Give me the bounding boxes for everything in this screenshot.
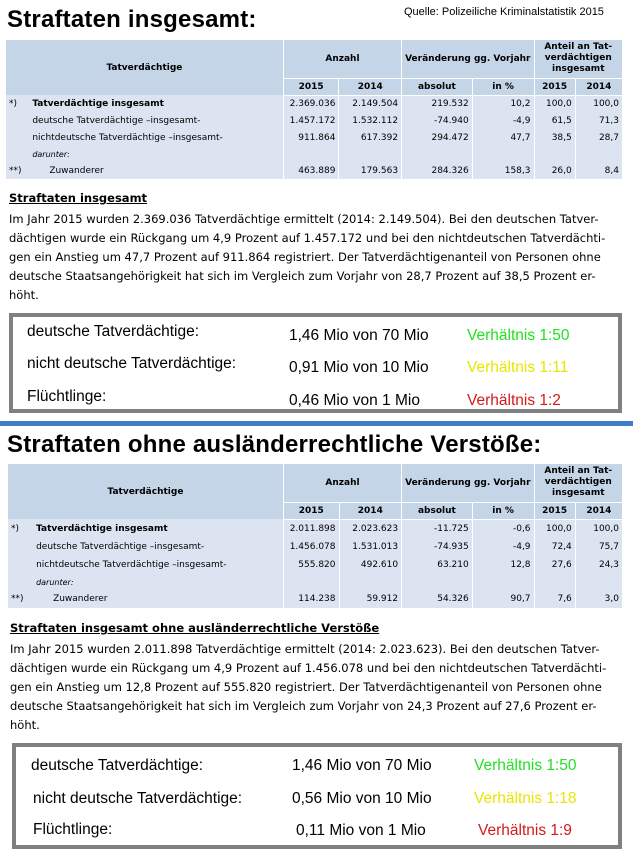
cell [534,146,575,162]
summary-ratio: Verhältnis 1:50 [467,327,570,344]
summary-label: deutsche Tatverdächtige: [31,757,204,774]
cell: 71,3 [575,112,622,129]
cell [283,146,339,162]
row-mark [6,129,29,146]
cell: 179.563 [339,162,402,179]
cell: 284.326 [402,162,473,179]
cell: 555.820 [283,556,339,574]
subheader: absolut [402,78,473,95]
cell: 26,0 [534,162,575,179]
summary-ratio: Verhältnis 1:2 [467,392,561,409]
cell: 90,7 [472,590,534,608]
paragraph-line: höht. [9,288,39,302]
header-change: Veränderung gg. Vorjahr [402,40,534,78]
section1-paragraph [9,210,605,305]
subheader: 2014 [339,502,402,519]
cell: 1.532.112 [339,112,402,129]
table-row [8,519,622,538]
paragraph-line: dächtigen wurde ein Rückgang um 4,9 Prozent auf 1.456.078 und bei den nichtdeutschen Tatverdächti- [10,661,607,675]
subheader: 2015 [534,78,575,95]
row-mark [6,112,29,129]
row-mark: **) [9,165,22,176]
row-label: nichtdeutsche Tatverdächtige –insgesamt- [32,132,223,143]
row-mark [8,574,33,590]
cell: 1.457.172 [283,112,339,129]
section2-table [8,464,622,608]
header-share: Anteil an Tat-verdächtigen insgesamt [534,464,622,502]
summary-label: deutsche Tatverdächtige: [27,323,200,340]
cell: 1.531.013 [339,538,402,556]
summary-ratio: Verhältnis 1:9 [478,822,572,839]
summary-value: 0,11 Mio von 1 Mio [296,822,426,839]
table-row [6,95,622,112]
section1-summary-box [9,313,622,413]
summary-value: 0,46 Mio von 1 Mio [289,392,420,409]
section2-title: Straftaten ohne ausländerrechtliche Verstöße: [7,431,542,458]
row-mark: *) [9,98,18,109]
cell: -74.940 [402,112,473,129]
cell [472,574,534,590]
cell: 2.149.504 [339,95,402,112]
summary-label: Flüchtlinge: [27,388,107,405]
summary-value: 1,46 Mio von 70 Mio [289,327,429,344]
table-row [8,590,622,608]
cell: 100,0 [534,95,575,112]
subheader: 2014 [575,78,622,95]
header-count: Anzahl [283,464,401,502]
cell: -11.725 [402,519,473,538]
cell: 100,0 [575,519,622,538]
section2-summary-box [12,743,622,849]
table-row [8,574,622,590]
cell: 54.326 [402,590,473,608]
row-label: Zuwanderer [53,594,108,604]
cell: 100,0 [575,95,622,112]
cell: 8,4 [575,162,622,179]
cell: 911.864 [283,129,339,146]
paragraph-line: Im Jahr 2015 wurden 2.369.036 Tatverdächtige ermittelt (2014: 2.149.504). Bei den deutschen Tatver- [9,212,599,226]
row-label: Tatverdächtige insgesamt [36,523,168,534]
paragraph-line: deutsche Staatsangehörigkeit hat sich im Vergleich zum Vorjahr von 24,3 Prozent auf 27,6 Prozent er- [10,699,597,713]
cell [339,574,402,590]
cell: 219.532 [402,95,473,112]
cell [575,574,622,590]
subheader: in % [472,502,534,519]
summary-label: Flüchtlinge: [33,821,113,838]
cell: 1.456.078 [283,538,339,556]
row-label: deutsche Tatverdächtige –insgesamt- [36,542,205,552]
cell: 7,6 [534,590,575,608]
paragraph-line: dächtigen wurde ein Rückgang um 4,9 Prozent auf 1.457.172 und bei den nichtdeutschen Tatverdächti- [9,231,606,245]
subheader: 2015 [283,78,339,95]
section-divider [0,421,633,426]
row-label: deutsche Tatverdächtige –insgesamt- [32,115,201,126]
row-mark [6,146,29,162]
cell: 294.472 [402,129,473,146]
cell: -74.935 [402,538,473,556]
row-label: darunter: [36,577,74,587]
summary-ratio: Verhältnis 1:50 [474,757,577,774]
cell: 3,0 [575,590,622,608]
subheader: in % [472,78,534,95]
row-label: Tatverdächtige insgesamt [32,98,164,109]
paragraph-line: deutsche Staatsangehörigkeit hat sich im Vergleich zum Vorjahr von 28,7 Prozent auf 38,5 Prozent er- [9,269,596,283]
section2-paragraph [10,640,606,735]
cell: 28,7 [575,129,622,146]
row-mark [8,556,33,574]
summary-label: nicht deutsche Tatverdächtige: [27,355,237,372]
cell: 2.011.898 [283,519,339,538]
cell: 492.610 [339,556,402,574]
cell [402,574,473,590]
table-row [6,146,622,162]
cell: 463.889 [283,162,339,179]
paragraph-line: gen ein Anstieg um 47,7 Prozent auf 911.864 registriert. Der Tatverdächtigenanteil von Personen ohne [9,250,601,264]
cell: 27,6 [534,556,575,574]
row-label: nichtdeutsche Tatverdächtige –insgesamt- [36,560,227,570]
cell: 617.392 [339,129,402,146]
row-mark: **) [11,594,24,604]
cell [472,146,534,162]
table-row [6,112,622,129]
cell [402,146,473,162]
row-label: Zuwanderer [49,165,104,176]
cell: 24,3 [575,556,622,574]
summary-value: 0,91 Mio von 10 Mio [289,359,429,376]
cell [534,574,575,590]
cell: 47,7 [472,129,534,146]
section1-table [6,40,622,179]
header-suspects: Tatverdächtige [8,464,283,519]
table-row [6,129,622,146]
cell: -4,9 [472,112,534,129]
cell: 61,5 [534,112,575,129]
subheader: 2015 [534,502,575,519]
summary-ratio: Verhältnis 1:11 [467,359,569,376]
cell: 75,7 [575,538,622,556]
row-mark: *) [11,523,20,534]
cell: 59.912 [339,590,402,608]
section2-paragraph-title: Straftaten insgesamt ohne ausländerrechtliche Verstöße [10,621,380,635]
cell: 12,8 [472,556,534,574]
summary-value: 0,56 Mio von 10 Mio [292,790,432,807]
header-count: Anzahl [283,40,401,78]
header-change: Veränderung gg. Vorjahr [402,464,534,502]
cell: 2.023.623 [339,519,402,538]
cell [575,146,622,162]
subheader: 2015 [283,502,339,519]
table-row [6,162,622,179]
cell: 10,2 [472,95,534,112]
cell: 158,3 [472,162,534,179]
cell: -0,6 [472,519,534,538]
cell: 38,5 [534,129,575,146]
paragraph-line: gen ein Anstieg um 12,8 Prozent auf 555.820 registriert. Der Tatverdächtigenanteil von Personen ohne [10,680,602,694]
cell [283,574,339,590]
summary-value: 1,46 Mio von 70 Mio [292,757,432,774]
subheader: 2014 [575,502,622,519]
cell: 100,0 [534,519,575,538]
cell: 114.238 [283,590,339,608]
section1-title: Straftaten insgesamt: [7,6,257,33]
summary-label: nicht deutsche Tatverdächtige: [33,790,243,807]
row-mark [8,538,33,556]
table-row [8,538,622,556]
header-share: Anteil an Tat-verdächtigen insgesamt [534,40,622,78]
paragraph-line: Im Jahr 2015 wurden 2.011.898 Tatverdächtige ermittelt (2014: 2.023.623). Bei den deutschen Tatver- [10,642,600,656]
cell: -4,9 [472,538,534,556]
table-row [8,556,622,574]
cell [339,146,402,162]
row-label: darunter: [32,149,70,159]
paragraph-line: höht. [10,718,40,732]
source-note: Quelle: Polizeiliche Kriminalstatistik 2015 [404,6,604,18]
cell: 2.369.036 [283,95,339,112]
summary-ratio: Verhältnis 1:18 [474,790,577,807]
cell: 63.210 [402,556,473,574]
cell: 72,4 [534,538,575,556]
section1-paragraph-title: Straftaten insgesamt [9,191,148,205]
subheader: absolut [402,502,473,519]
subheader: 2014 [339,78,402,95]
header-suspects: Tatverdächtige [6,40,283,95]
